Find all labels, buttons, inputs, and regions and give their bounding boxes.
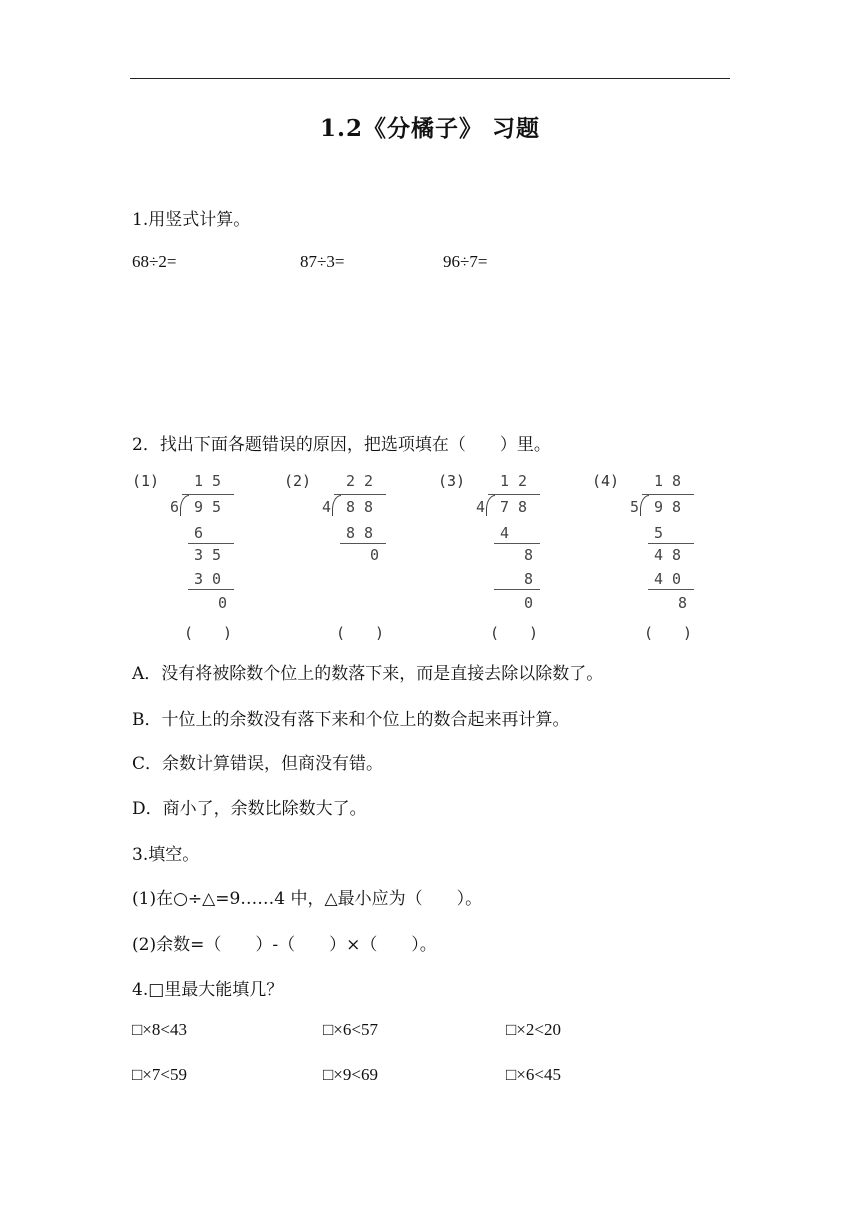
answer-blank: ( ) [184, 624, 233, 642]
step-4: 0 [218, 594, 228, 612]
problem-label: (2) [284, 472, 312, 490]
q4-item-3: □×2<20 [506, 1020, 561, 1039]
quotient: 1 5 [194, 472, 222, 490]
option-d: D．商小了，余数比除数大了。 [132, 799, 367, 819]
answer-blank: ( ) [490, 624, 539, 642]
step-1: 5 [654, 524, 664, 542]
option-b: B．十位上的余数没有落下来和个位上的数合起来再计算。 [132, 710, 570, 730]
q3-item-1: (1)在○÷△=9……4 中，△最小应为（ ）。 [132, 889, 483, 909]
header-rule [130, 78, 730, 79]
q2-heading: 2．找出下面各题错误的原因，把选项填在（ ）里。 [132, 435, 551, 455]
step-4: 8 [678, 594, 688, 612]
q4-item-4: □×7<59 [132, 1065, 187, 1084]
step-2: 3 5 [194, 546, 222, 564]
long-division-2 [284, 472, 414, 642]
long-division-4 [592, 472, 722, 642]
step-line [648, 543, 694, 544]
problem-label: (1) [132, 472, 160, 490]
option-c: C．余数计算错误，但商没有错。 [132, 754, 384, 774]
q3-item-2: (2)余数=（ ）-（ ）×（ ）。 [132, 935, 437, 955]
quotient: 1 2 [500, 472, 528, 490]
vinculum [182, 494, 234, 495]
quotient: 1 8 [654, 472, 682, 490]
page-title: 1.2《分橘子》 习题 [319, 115, 541, 142]
long-division-3 [438, 472, 568, 642]
step-line [648, 589, 694, 590]
vinculum [334, 494, 386, 495]
long-division-1 [132, 472, 262, 642]
quotient: 2 2 [346, 472, 374, 490]
step-1: 8 8 [346, 524, 374, 542]
q1-item-2: 87÷3= [300, 252, 345, 271]
divisor: 5 [630, 498, 640, 516]
step-line [494, 589, 540, 590]
q4-item-1: □×8<43 [132, 1020, 187, 1039]
step-2: 0 [370, 546, 380, 564]
step-3: 4 0 [654, 570, 682, 588]
step-2: 8 [524, 546, 534, 564]
step-2: 4 8 [654, 546, 682, 564]
q4-item-6: □×6<45 [506, 1065, 561, 1084]
option-a: A．没有将被除数个位上的数落下来，而是直接去除以除数了。 [132, 664, 604, 684]
divisor: 4 [322, 498, 332, 516]
dividend: 9 8 [654, 498, 682, 516]
q3-heading: 3.填空。 [132, 845, 200, 865]
answer-blank: ( ) [336, 624, 385, 642]
dividend: 7 8 [500, 498, 528, 516]
q1-heading: 1.用竖式计算。 [132, 210, 251, 230]
step-4: 0 [524, 594, 534, 612]
step-3: 3 0 [194, 570, 222, 588]
dividend: 8 8 [346, 498, 374, 516]
vinculum [488, 494, 540, 495]
vinculum [642, 494, 694, 495]
q1-item-3: 96÷7= [443, 252, 488, 271]
q4-item-5: □×9<69 [323, 1065, 378, 1084]
step-1: 4 [500, 524, 510, 542]
step-line [188, 543, 234, 544]
step-line [188, 589, 234, 590]
step-line [494, 543, 540, 544]
problem-label: (4) [592, 472, 620, 490]
q4-heading: 4.□里最大能填几？ [132, 980, 284, 1000]
answer-blank: ( ) [644, 624, 693, 642]
divisor: 6 [170, 498, 180, 516]
problem-label: (3) [438, 472, 466, 490]
q4-item-2: □×6<57 [323, 1020, 378, 1039]
dividend: 9 5 [194, 498, 222, 516]
step-1: 6 [194, 524, 204, 542]
q1-item-1: 68÷2= [132, 252, 177, 271]
step-line [340, 543, 386, 544]
divisor: 4 [476, 498, 486, 516]
step-3: 8 [524, 570, 534, 588]
